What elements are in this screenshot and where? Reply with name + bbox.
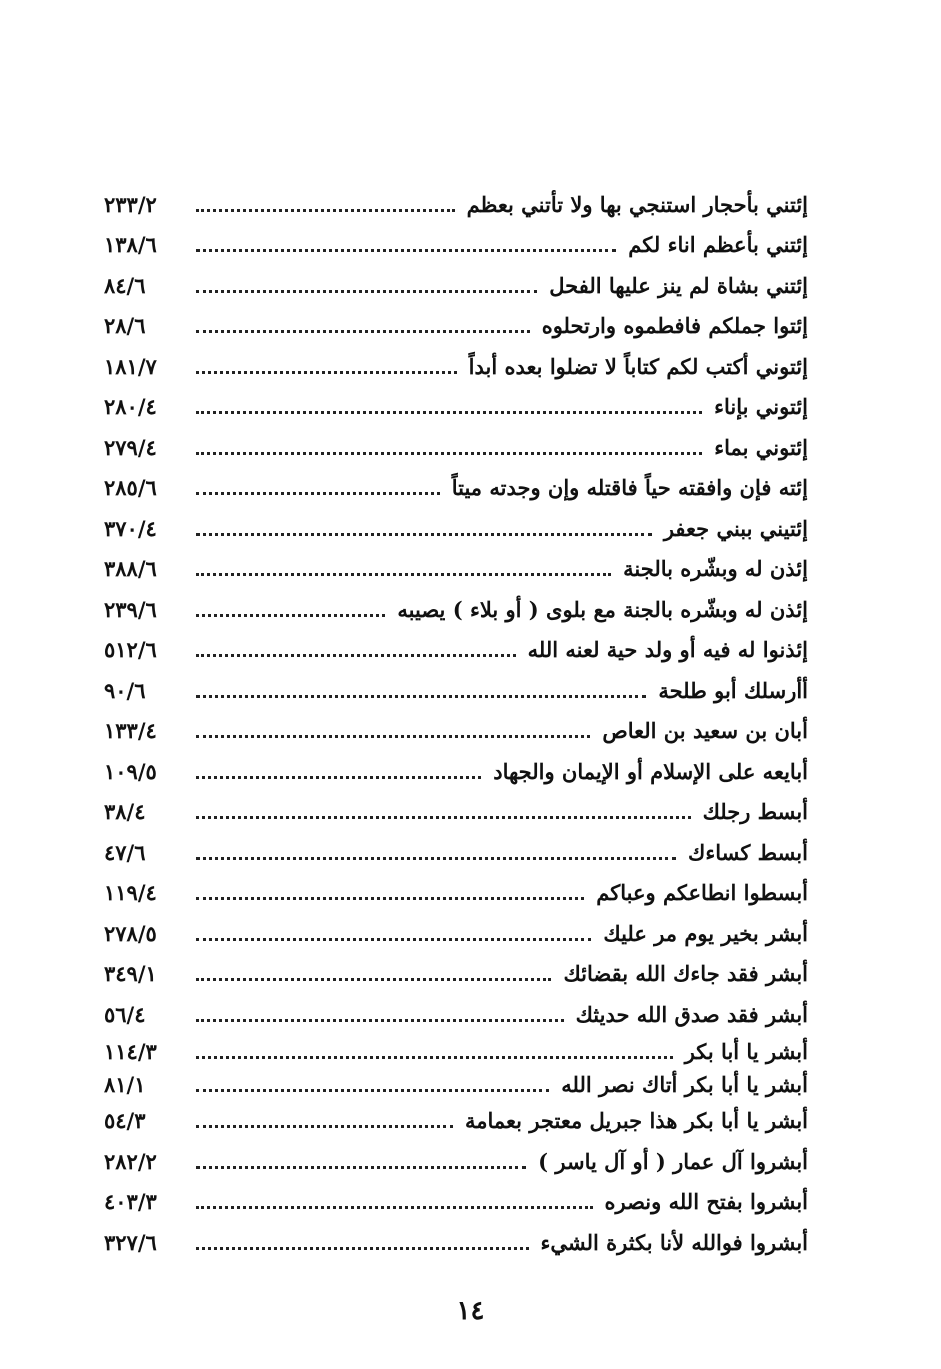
index-entry	[104, 670, 808, 711]
entry-reference: ٣٨٨/٦	[104, 556, 157, 582]
dot-leader	[196, 209, 455, 212]
index-entry	[104, 1222, 808, 1263]
dot-leader	[196, 411, 702, 414]
index-entry	[104, 508, 808, 549]
entry-text: إئذنوا له فيه أو ولد حية لعنه الله	[527, 637, 808, 663]
dot-leader	[196, 1089, 549, 1092]
entry-text: أبايعه على الإسلام أو الإيمان والجهاد	[493, 758, 808, 784]
entry-text: أبان بن سعيد بن العاص	[602, 718, 808, 744]
index-entry	[104, 306, 808, 347]
index-entry	[104, 1101, 808, 1142]
entry-text: إئتوا جملكم فافطموه وارتحلوه	[541, 313, 808, 339]
entry-text: أبشر يا أبا بكر	[684, 1038, 808, 1064]
entry-reference: ٢٣٣/٢	[104, 191, 157, 217]
dot-leader	[196, 695, 646, 698]
entry-text: إئتني بشاة لم ينز عليها الفحل	[549, 272, 808, 298]
dot-leader	[196, 816, 691, 819]
dot-leader	[196, 1166, 526, 1169]
dot-leader	[196, 735, 590, 738]
entry-reference: ٢٨٥/٦	[104, 475, 157, 501]
entry-text: أبشر يا أبا بكر هذا جبريل معتجر بعمامة	[465, 1108, 808, 1134]
entry-text: أبشر فقد جاءك الله بقضائك	[563, 961, 808, 987]
entry-reference: ٢٧٨/٥	[104, 920, 157, 946]
entry-text: إئتيني ببني جعفر	[663, 515, 808, 541]
entry-reference: ٥١٢/٦	[104, 637, 157, 663]
index-entry	[104, 1182, 808, 1223]
entry-text: أبشروا آل عمار ( أو آل ياسر )	[538, 1148, 808, 1174]
dot-leader	[196, 1019, 564, 1022]
entry-reference: ٣٤٩/١	[104, 961, 157, 987]
index-entry	[104, 1141, 808, 1182]
dot-leader	[196, 290, 537, 293]
entry-text: أبسط كساءك	[688, 839, 808, 865]
dot-leader	[196, 452, 702, 455]
index-entry	[104, 184, 808, 225]
dot-leader	[196, 533, 652, 536]
dot-leader	[196, 1247, 529, 1250]
entry-reference: ١٣٨/٦	[104, 232, 157, 258]
dot-leader	[196, 1125, 453, 1128]
entry-reference: ٢٨٠/٤	[104, 394, 157, 420]
entry-reference: ٥٤/٣	[104, 1108, 146, 1134]
index-entry	[104, 792, 808, 833]
entry-text: أبسط رجلك	[702, 799, 808, 825]
index-entry	[104, 873, 808, 914]
entry-reference: ٤٧/٦	[104, 839, 146, 865]
dot-leader	[196, 492, 440, 495]
index-entry	[104, 549, 808, 590]
index-entry	[104, 589, 808, 630]
entry-text: إئذن له وبشّره بالجنة	[623, 556, 808, 582]
entry-reference: ٢٨٢/٢	[104, 1148, 157, 1174]
entry-reference: ٩٠/٦	[104, 677, 146, 703]
entry-reference: ٢٣٩/٦	[104, 596, 157, 622]
index-entry	[104, 1035, 808, 1068]
index-entry	[104, 913, 808, 954]
dot-leader	[196, 978, 551, 981]
entry-text: إئتوني بماء	[714, 434, 808, 460]
index-entry	[104, 751, 808, 792]
entry-text: أأرسلك أبو طلحة	[658, 677, 808, 703]
entry-text: إئته فإن وافقته حياً فاقتله وإن وجدته ميتاً	[451, 475, 808, 501]
dot-leader	[196, 330, 530, 333]
index-entry	[104, 994, 808, 1035]
index-entry	[104, 387, 808, 428]
dot-leader	[196, 938, 591, 941]
dot-leader	[196, 249, 616, 252]
entry-reference: ٣٢٧/٦	[104, 1229, 157, 1255]
dot-leader	[196, 371, 457, 374]
dot-leader	[196, 1056, 673, 1059]
dot-leader	[196, 776, 481, 779]
index-entry	[104, 427, 808, 468]
index-entry	[104, 1068, 808, 1101]
entry-reference: ٣٨/٤	[104, 799, 146, 825]
dot-leader	[196, 614, 385, 617]
dot-leader	[196, 1206, 593, 1209]
index-entry	[104, 630, 808, 671]
entry-reference: ١٨١/٧	[104, 353, 157, 379]
entry-text: إئذن له وبشّره بالجنة مع بلوى ( أو بلاء ) يصيبه	[397, 596, 808, 622]
entry-reference: ١١٤/٣	[104, 1038, 157, 1064]
dot-leader	[196, 573, 611, 576]
index-entry	[104, 468, 808, 509]
entry-reference: ٥٦/٤	[104, 1001, 146, 1027]
dot-leader	[196, 897, 584, 900]
index-entry	[104, 225, 808, 266]
entry-text: أبشروا فوالله لأنا بكثرة الشيء	[540, 1229, 808, 1255]
entry-text: أبشر بخير يوم مر عليك	[603, 920, 808, 946]
page-number: ١٤	[456, 1296, 485, 1326]
entry-text: أبشر يا أبا بكر أتاك نصر الله	[561, 1071, 808, 1097]
dot-leader	[196, 857, 676, 860]
index-entry	[104, 954, 808, 995]
entry-text: أبشر فقد صدق الله حديثك	[575, 1001, 808, 1027]
entry-text: إئتني بأعظم اناء لكم	[628, 232, 808, 258]
entry-reference: ١٣٣/٤	[104, 718, 157, 744]
entry-reference: ١١٩/٤	[104, 880, 157, 906]
entry-reference: ٤٠٣/٣	[104, 1189, 157, 1215]
entry-text: إئتوني أكتب لكم كتاباً لا تضلوا بعده أبداً	[468, 353, 808, 379]
entry-text: إئتني بأحجار استنجي بها ولا تأتني بعظم	[466, 191, 808, 217]
entry-reference: ١٠٩/٥	[104, 758, 157, 784]
index-entry	[104, 711, 808, 752]
entry-reference: ٨١/١	[104, 1071, 146, 1097]
entry-reference: ٣٧٠/٤	[104, 515, 157, 541]
index-entry	[104, 265, 808, 306]
entry-reference: ٢٧٩/٤	[104, 434, 157, 460]
entry-text: إئتوني بإناء	[714, 394, 808, 420]
hadith-index-list	[104, 184, 808, 1263]
dot-leader	[196, 654, 516, 657]
entry-reference: ٨٤/٦	[104, 272, 146, 298]
index-entry	[104, 832, 808, 873]
entry-reference: ٢٨/٦	[104, 313, 146, 339]
entry-text: أبشروا بفتح الله ونصره	[604, 1189, 808, 1215]
entry-text: أبسطوا انطاعكم وعباكم	[596, 880, 808, 906]
index-entry	[104, 346, 808, 387]
